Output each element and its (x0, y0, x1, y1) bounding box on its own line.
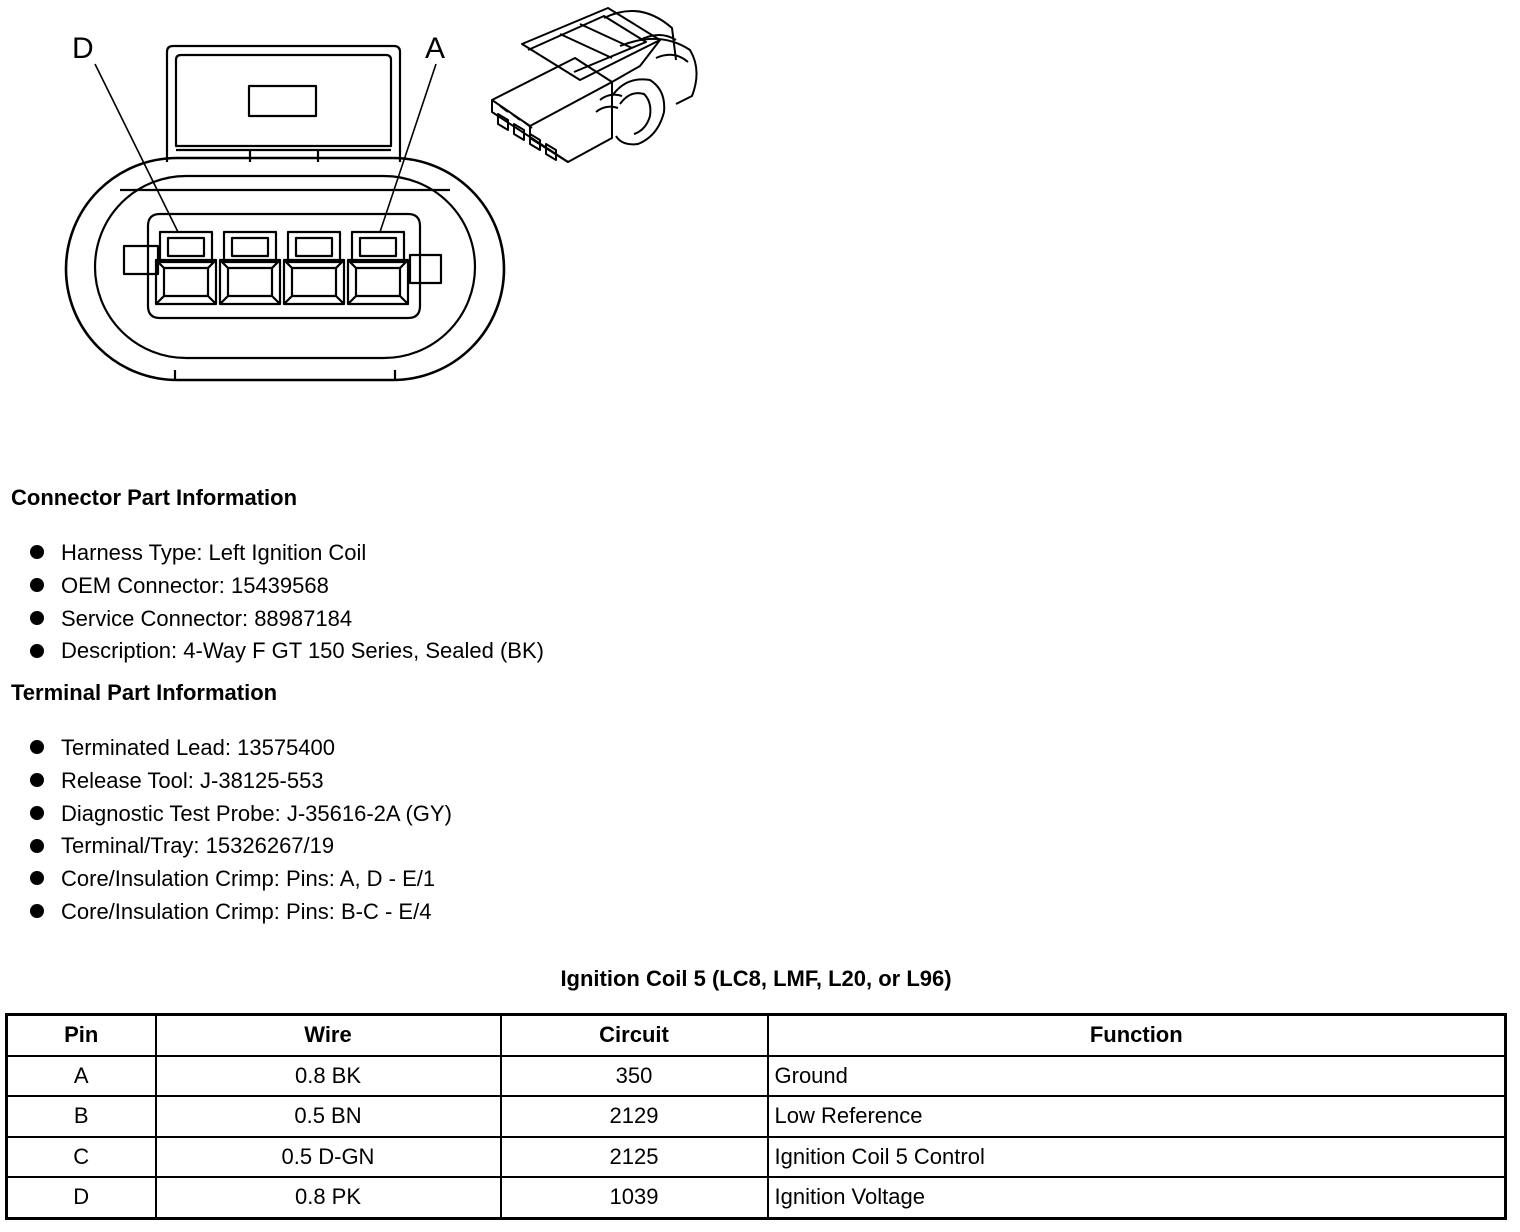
table-row (7, 1177, 1506, 1218)
left-side-tab (124, 246, 158, 274)
bullet-icon (30, 740, 44, 754)
connector-bottom-ledge (175, 370, 395, 380)
pin-label-a: A (425, 32, 446, 65)
list-item: Description: 4-Way F GT 150 Series, Sealed (BK) (30, 635, 544, 668)
terminal-info-heading: Terminal Part Information (11, 680, 278, 705)
bullet-icon (30, 904, 44, 918)
list-item: Terminal/Tray: 15326267/19 (30, 830, 452, 863)
connector-diagram (0, 0, 760, 400)
list-item: Diagnostic Test Probe: J-35616-2A (GY) (30, 798, 452, 831)
list-item: Terminated Lead: 13575400 (30, 732, 452, 765)
table-row (7, 1096, 1506, 1137)
pinout-table (5, 1013, 1507, 1220)
wire-cell: 0.5 BN (156, 1096, 501, 1137)
list-item: Service Connector: 88987184 (30, 603, 544, 636)
column-header-wire: Wire (156, 1015, 501, 1056)
circuit-cell: 350 (501, 1056, 768, 1097)
function-cell: Low Reference (768, 1096, 1506, 1137)
function-cell: Ignition Coil 5 Control (768, 1137, 1506, 1178)
table-header-row (7, 1015, 1506, 1056)
function-cell: Ground (768, 1056, 1506, 1097)
table-title: Ignition Coil 5 (LC8, LMF, L20, or L96) (560, 966, 952, 991)
column-header-circuit: Circuit (501, 1015, 768, 1056)
wire-cell: 0.8 PK (156, 1177, 501, 1218)
terminal-cavity-b (284, 232, 344, 304)
column-header-function: Function (768, 1015, 1506, 1056)
list-item: Harness Type: Left Ignition Coil (30, 537, 544, 570)
pin-cell: B (7, 1096, 156, 1137)
latch-window (249, 86, 316, 116)
connector-latch (167, 46, 400, 162)
bullet-icon (30, 806, 44, 820)
table-row (7, 1137, 1506, 1178)
circuit-cell: 1039 (501, 1177, 768, 1218)
right-side-tab (410, 255, 441, 283)
column-header-pin: Pin (7, 1015, 156, 1056)
terminal-cavity-a (348, 232, 408, 304)
leader-line-a (380, 64, 436, 232)
connector-info-list (30, 537, 544, 668)
bullet-icon (30, 545, 44, 559)
table-row (7, 1056, 1506, 1097)
bullet-icon (30, 773, 44, 787)
list-item: Core/Insulation Crimp: Pins: B-C - E/4 (30, 896, 452, 929)
function-cell: Ignition Voltage (768, 1177, 1506, 1218)
pin-label-d: D (72, 32, 94, 65)
bullet-icon (30, 871, 44, 885)
wire-cell: 0.8 BK (156, 1056, 501, 1097)
pin-cell: A (7, 1056, 156, 1097)
connector-info-heading: Connector Part Information (11, 485, 298, 510)
circuit-cell: 2129 (501, 1096, 768, 1137)
bullet-icon (30, 644, 44, 658)
list-item: OEM Connector: 15439568 (30, 570, 544, 603)
circuit-cell: 2125 (501, 1137, 768, 1178)
list-item: Core/Insulation Crimp: Pins: A, D - E/1 (30, 863, 452, 896)
bullet-icon (30, 611, 44, 625)
terminal-cavity-c (220, 232, 280, 304)
connector-isometric-illustration (492, 8, 697, 162)
bullet-icon (30, 839, 44, 853)
bullet-icon (30, 578, 44, 592)
pin-cell: D (7, 1177, 156, 1218)
terminal-info-list (30, 732, 452, 929)
leader-line-d (95, 64, 178, 232)
terminal-cavity-d (156, 232, 216, 304)
list-item: Release Tool: J-38125-553 (30, 765, 452, 798)
pin-cell: C (7, 1137, 156, 1178)
wire-cell: 0.5 D-GN (156, 1137, 501, 1178)
